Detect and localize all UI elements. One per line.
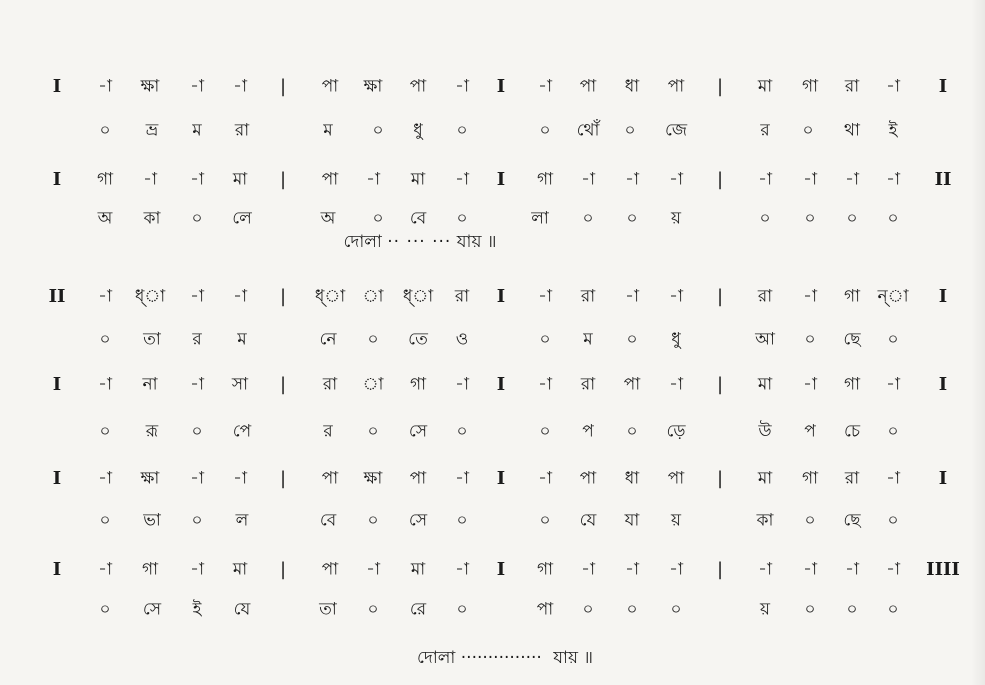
lyric-syllable: যে [579, 510, 597, 531]
lyric-syllable: ধু [413, 120, 423, 141]
lyric-syllable: পা [536, 599, 554, 620]
lyric-syllable: থা [844, 120, 860, 141]
lyric-syllable: বে [409, 208, 427, 229]
note-cell: পা [623, 374, 641, 395]
note-cell: গা [96, 169, 114, 190]
note-cell: -া [455, 76, 469, 97]
note-cell: -া [803, 286, 817, 307]
lyric-syllable: ০ [367, 329, 379, 350]
lyric-syllable: রূ [145, 421, 159, 442]
note-cell: -া [455, 169, 469, 190]
note-cell: -া [98, 559, 112, 580]
note-cell: -া [886, 468, 900, 489]
section-mark: I [52, 559, 62, 580]
lyric-syllable: য় [670, 510, 682, 531]
lyric-syllable: ম [323, 120, 333, 141]
section-mark: I [938, 374, 948, 395]
note-cell: পা [321, 76, 339, 97]
page-shadow-edge [971, 0, 985, 685]
section-mark: I [52, 76, 62, 97]
lyric-syllable: ০ [99, 329, 111, 350]
note-cell: গা [843, 374, 861, 395]
lyric-syllable: ০ [99, 421, 111, 442]
note-cell: মা [757, 374, 773, 395]
lyric-syllable: ম [237, 329, 247, 350]
lyric-syllable: ০ [626, 599, 638, 620]
note-cell: -া [581, 169, 595, 190]
lyric-syllable: ০ [804, 599, 816, 620]
note-cell: -া [366, 169, 380, 190]
bar-line: | [716, 76, 724, 97]
note-cell: -া [98, 374, 112, 395]
lyric-syllable: ভ্র [145, 120, 159, 141]
lyric-syllable: ছে [843, 510, 861, 531]
section-mark: I [938, 286, 948, 307]
bar-line: | [279, 468, 287, 489]
section-mark: I [496, 468, 506, 489]
section-mark: I [496, 169, 506, 190]
lyric-syllable: সে [408, 510, 428, 531]
lyric-syllable: ০ [456, 599, 468, 620]
section-mark: I [52, 169, 62, 190]
lyric-syllable: ০ [887, 329, 899, 350]
lyric-syllable: অ [320, 208, 336, 229]
note-cell: -া [758, 559, 772, 580]
lyric-syllable: কা [756, 510, 774, 531]
note-cell: পা [579, 76, 597, 97]
note-cell: -া [190, 169, 204, 190]
lyric-syllable: পে [232, 421, 252, 442]
note-cell: া [362, 286, 384, 307]
note-cell: -া [803, 169, 817, 190]
section-mark: I [52, 468, 62, 489]
lyric-syllable: ০ [367, 599, 379, 620]
lyric-syllable: ০ [539, 421, 551, 442]
note-cell: -া [190, 374, 204, 395]
section-mark: IIII [926, 559, 960, 580]
lyric-syllable: ম [583, 329, 593, 350]
note-cell: রা [580, 286, 596, 307]
bar-line: | [716, 169, 724, 190]
lyric-syllable: লা [531, 208, 549, 229]
note-cell: -া [538, 286, 552, 307]
lyric-syllable: র [760, 120, 770, 141]
lyric-syllable: যা [624, 510, 640, 531]
note-cell: -া [190, 559, 204, 580]
refrain-word-dola: দোলা [416, 648, 456, 668]
lyric-syllable: ছে [843, 329, 861, 350]
lyric-syllable: ০ [367, 421, 379, 442]
lyric-syllable: যে [233, 599, 251, 620]
lyric-syllable: ০ [624, 120, 636, 141]
note-cell: -া [538, 374, 552, 395]
note-cell: -া [538, 468, 552, 489]
lyric-syllable: ০ [887, 421, 899, 442]
lyric-syllable: ০ [191, 510, 203, 531]
note-cell: মা [232, 169, 248, 190]
note-cell: মা [410, 559, 426, 580]
lyric-syllable: চে [843, 421, 861, 442]
note-cell: গা [409, 374, 427, 395]
note-cell: পা [409, 76, 427, 97]
lyric-syllable: ০ [539, 510, 551, 531]
lyric-syllable: অ [97, 208, 113, 229]
lyric-syllable: ০ [539, 120, 551, 141]
refrain-word-jay: যায় [553, 648, 578, 668]
section-mark: I [938, 468, 948, 489]
note-cell: পা [409, 468, 427, 489]
note-cell: পা [579, 468, 597, 489]
note-cell: -া [190, 468, 204, 489]
section-mark: II [934, 169, 952, 190]
lyric-syllable: ০ [670, 599, 682, 620]
lyric-syllable: ০ [804, 208, 816, 229]
lyric-syllable: ০ [99, 120, 111, 141]
lyric-syllable: ০ [456, 120, 468, 141]
note-cell: -া [233, 76, 247, 97]
lyric-syllable: সে [142, 599, 162, 620]
refrain-line-2 [417, 645, 593, 673]
lyric-syllable: ০ [626, 208, 638, 229]
section-mark: I [496, 374, 506, 395]
lyric-syllable: ০ [456, 510, 468, 531]
section-mark: I [496, 286, 506, 307]
lyric-syllable: নে [319, 329, 337, 350]
note-cell: পা [667, 76, 685, 97]
note-cell: -া [366, 559, 380, 580]
lyric-syllable: ০ [802, 120, 814, 141]
note-cell: গা [843, 286, 861, 307]
note-cell: ক্ষা [363, 468, 383, 489]
note-cell: -া [625, 559, 639, 580]
refrain-end-mark: ॥ [583, 648, 594, 668]
note-cell: পা [667, 468, 685, 489]
lyric-syllable: ০ [191, 421, 203, 442]
lyric-syllable: কা [143, 208, 161, 229]
note-cell: মা [410, 169, 426, 190]
lyric-syllable: ০ [846, 208, 858, 229]
note-cell: -া [758, 169, 772, 190]
refrain-dots: ·· ··· ··· [387, 232, 452, 252]
section-mark: II [48, 286, 66, 307]
note-cell: -া [803, 374, 817, 395]
note-cell: -া [233, 286, 247, 307]
note-cell: -া [669, 374, 683, 395]
note-cell: মা [232, 559, 248, 580]
note-cell: রা [844, 468, 860, 489]
section-mark: I [938, 76, 948, 97]
lyric-syllable: ০ [99, 599, 111, 620]
lyric-syllable: ০ [539, 329, 551, 350]
lyric-syllable: ০ [191, 208, 203, 229]
lyric-syllable: ০ [582, 599, 594, 620]
note-cell: ধা [624, 468, 640, 489]
refrain-line-1 [344, 229, 497, 257]
lyric-syllable: র [323, 421, 333, 442]
note-cell: ধা [624, 76, 640, 97]
note-cell: -া [190, 286, 204, 307]
lyric-syllable: ই [192, 599, 202, 620]
note-cell: ধ্া [314, 286, 346, 307]
note-cell: পা [321, 559, 339, 580]
bar-line: | [716, 468, 724, 489]
bar-line: | [716, 559, 724, 580]
lyric-syllable: রে [409, 599, 427, 620]
note-cell: ক্ষা [140, 468, 160, 489]
note-cell: -া [455, 468, 469, 489]
bar-line: | [716, 374, 724, 395]
lyric-syllable: লে [232, 208, 252, 229]
lyric-syllable: ও [455, 329, 469, 350]
note-cell: -া [581, 559, 595, 580]
lyric-syllable: আ [755, 329, 775, 350]
note-cell: ধ্া [134, 286, 166, 307]
bar-line: | [279, 559, 287, 580]
note-cell: রা [454, 286, 470, 307]
bar-line: | [279, 286, 287, 307]
note-cell: -া [233, 468, 247, 489]
lyric-syllable: ০ [759, 208, 771, 229]
lyric-syllable: র [192, 329, 202, 350]
note-cell: পা [321, 169, 339, 190]
lyric-syllable: ধু [671, 329, 681, 350]
lyric-syllable: য় [670, 208, 682, 229]
section-mark: I [496, 559, 506, 580]
note-cell: -া [886, 76, 900, 97]
lyric-syllable: বে [319, 510, 337, 531]
section-mark: I [496, 76, 506, 97]
lyric-syllable: জে [664, 120, 688, 141]
note-cell: সা [231, 374, 249, 395]
lyric-syllable: ০ [887, 599, 899, 620]
lyric-syllable: ০ [372, 208, 384, 229]
refrain-dots: ··············· [460, 648, 542, 668]
lyric-syllable: ০ [887, 208, 899, 229]
note-cell: -া [455, 559, 469, 580]
note-cell: -া [98, 286, 112, 307]
lyric-syllable: উ [758, 421, 772, 442]
note-cell: ধ্া [402, 286, 434, 307]
lyric-syllable: ০ [887, 510, 899, 531]
lyric-syllable: ০ [626, 421, 638, 442]
note-cell: ক্ষা [140, 76, 160, 97]
lyric-syllable: ল [235, 510, 249, 531]
note-cell: -া [538, 76, 552, 97]
refrain-end-mark: ॥ [486, 232, 497, 252]
lyric-syllable: তা [319, 599, 337, 620]
note-cell: -া [669, 559, 683, 580]
lyric-syllable: ০ [456, 421, 468, 442]
note-cell: -া [669, 286, 683, 307]
lyric-syllable: ০ [372, 120, 384, 141]
note-cell: -া [625, 286, 639, 307]
lyric-syllable: ই [888, 120, 898, 141]
bar-line: | [716, 286, 724, 307]
lyric-syllable: ০ [367, 510, 379, 531]
note-cell: মা [757, 76, 773, 97]
note-cell: -া [625, 169, 639, 190]
lyric-syllable: তে [408, 329, 428, 350]
note-cell: -া [98, 468, 112, 489]
note-cell: -া [669, 169, 683, 190]
note-cell: -া [886, 559, 900, 580]
note-cell: -া [455, 374, 469, 395]
lyric-syllable: ০ [804, 510, 816, 531]
section-mark: I [52, 374, 62, 395]
note-cell: গা [801, 468, 819, 489]
lyric-syllable: ম [192, 120, 202, 141]
note-cell: গা [536, 169, 554, 190]
note-cell: -া [98, 76, 112, 97]
note-cell: া [362, 374, 384, 395]
note-cell: ক্ষা [363, 76, 383, 97]
lyric-syllable: ড়ে [666, 421, 686, 442]
note-cell: গা [536, 559, 554, 580]
refrain-word-jay: যায় [456, 232, 482, 252]
note-cell: -া [886, 169, 900, 190]
note-cell: মা [757, 468, 773, 489]
lyric-syllable: ০ [99, 510, 111, 531]
note-cell: -া [845, 559, 859, 580]
bar-line: | [279, 374, 287, 395]
lyric-syllable: ০ [804, 329, 816, 350]
note-cell: না [142, 374, 158, 395]
note-cell: রা [757, 286, 773, 307]
note-cell: -া [143, 169, 157, 190]
note-cell: গা [801, 76, 819, 97]
lyric-syllable: য় [759, 599, 771, 620]
lyric-syllable: ০ [846, 599, 858, 620]
bar-line: | [279, 169, 287, 190]
note-cell: রা [844, 76, 860, 97]
lyric-syllable: প [804, 421, 816, 442]
note-cell: পা [321, 468, 339, 489]
note-cell: -া [886, 374, 900, 395]
lyric-syllable: থোঁ [576, 120, 600, 141]
lyric-syllable: ০ [582, 208, 594, 229]
note-cell: -া [803, 559, 817, 580]
note-cell: -া [845, 169, 859, 190]
lyric-syllable: তা [143, 329, 161, 350]
lyric-syllable: ০ [626, 329, 638, 350]
lyric-syllable: ভা [143, 510, 161, 531]
lyric-syllable: রা [234, 120, 250, 141]
note-cell: রা [322, 374, 338, 395]
bar-line: | [279, 76, 287, 97]
refrain-word-dola: দোলা [343, 232, 382, 252]
lyric-syllable: প [582, 421, 594, 442]
note-cell: গা [141, 559, 159, 580]
note-cell: ন্া [877, 286, 909, 307]
lyric-syllable: সে [408, 421, 428, 442]
lyric-syllable: ০ [456, 208, 468, 229]
note-cell: -া [190, 76, 204, 97]
note-cell: রা [580, 374, 596, 395]
